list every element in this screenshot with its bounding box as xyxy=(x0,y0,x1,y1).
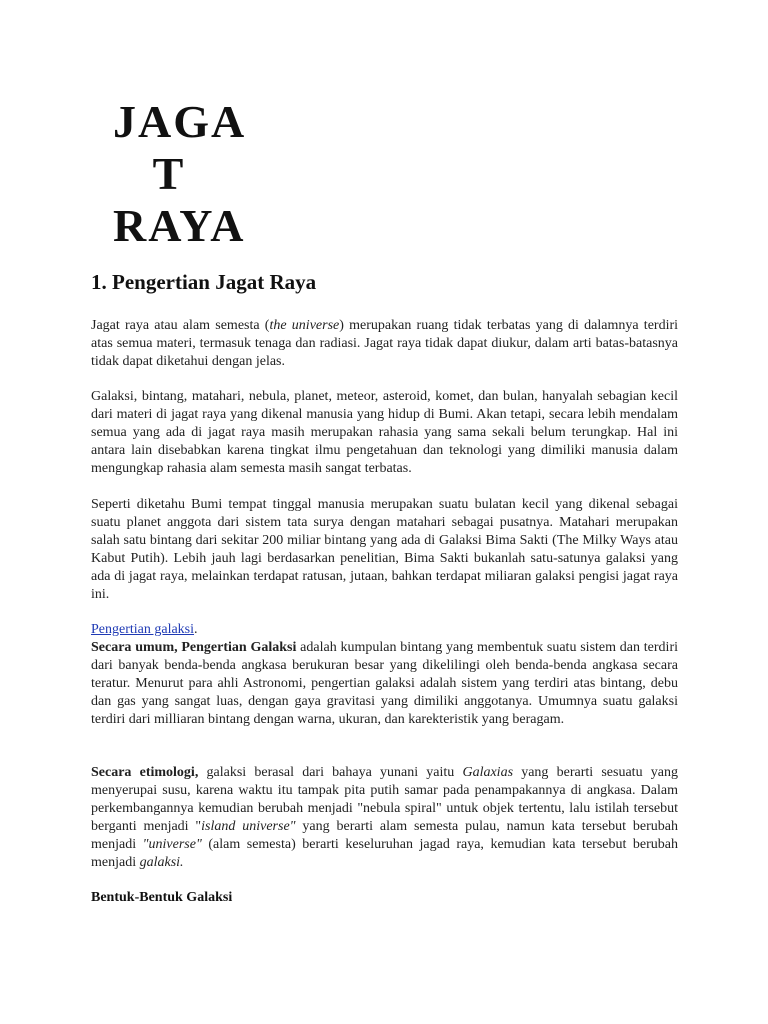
paragraph-definition xyxy=(91,317,678,371)
p4-bold-lead: Secara umum, Pengertian Galaksi xyxy=(91,640,297,655)
p5-italic-4: galaksi. xyxy=(139,855,184,870)
paragraph-etymology xyxy=(91,764,678,872)
p1-text-c: ) merupakan ruang tidak terbatas yang di dalamnya terdiri atas semua materi, termasuk tenaga dan radiasi. Jagat raya tidak dapat diukur, dalam arti batas-batasnya tidak dapat diketahui dengan jelas. xyxy=(91,318,679,369)
p5-italic-1: Galaxias xyxy=(462,765,514,780)
galaxy-shapes-heading: Bentuk-Bentuk Galaksi xyxy=(91,890,233,905)
galaxy-definition-link[interactable]: Pengertian galaksi xyxy=(91,622,195,637)
p5-bold-lead: Secara etimologi, xyxy=(91,765,199,780)
paragraph-galaxy-definition xyxy=(91,621,678,729)
p5-italic-2: island universe" xyxy=(201,819,296,834)
title-line-3: RAYA xyxy=(113,200,246,251)
p5-text-3: yang berarti alam semesta pulau, namun kata tersebut berubah menjadi xyxy=(91,819,678,852)
document-title xyxy=(113,96,246,252)
link-period: . xyxy=(194,622,198,637)
p1-text-a: Jagat raya atau alam semesta ( xyxy=(91,318,270,333)
p5-text-4: (alam semesta) berarti keseluruhan jagad raya, kemudian kata tersebut berubah menjadi xyxy=(91,837,678,870)
title-line-1: JAGA xyxy=(113,96,247,147)
p5-italic-3: "universe" xyxy=(142,837,202,852)
p4-text: adalah kumpulan bintang yang membentuk suatu sistem dan terdiri dari banyak benda-benda angkasa berukuran besar yang dikelilingi oleh benda-benda angkasa secara teratur. Menurut para ahli Astronomi, pengertian galaksi adalah sistem yang terdiri atas bintang, debu dan gas yang sangat luas, dengan gaya gravitasi yang dimiliki anggotanya. Umumnya suatu galaksi terdiri dari milliaran bintang dengan warna, ukuran, dan karekteristik yang beragam. xyxy=(91,640,678,727)
p5-text-2: yang berarti sesuatu yang menyerupai susu, karena waktu itu tampak pita putih samar pada penampakannya di angkasa. Dalam perkembangannya kemudian berubah menjadi "nebula spiral" untuk objek tertentu, lalu istilah tersebut berganti menjadi " xyxy=(91,765,678,834)
title-line-2: T xyxy=(113,148,186,199)
paragraph-materials: Galaksi, bintang, matahari, nebula, planet, meteor, asteroid, komet, dan bulan, hanyalah sebagian kecil dari materi di jagat raya yang dikenal manusia yang hidup di Bumi. Akan tetapi, secara lebih mendalam semua yang ada di jagat raya masih merupakan rahasia yang sama sekali belum terungkap. Hal ini antara lain disebabkan karena tingkat ilmu pengetahuan dan teknologi yang dimiliki manusia dalam mengungkap rahasia alam semesta masih sangat terbatas. xyxy=(91,389,678,476)
section-heading: 1. Pengertian Jagat Raya xyxy=(91,270,317,294)
paragraph-milky-way: Seperti diketahu Bumi tempat tinggal manusia merupakan suatu bulatan kecil yang dikenal sebagai suatu planet anggota dari sistem tata surya dengan matahari sebagai pusatnya. Matahari merupakan salah satu bintang dari sekitar 200 miliar bintang yang ada di Galaksi Bima Sakti (The Milky Ways atau Kabut Putih). Lebih jauh lagi berdasarkan penelitian, Bima Sakti bukanlah satu-satunya galaksi yang ada di jagat raya, melainkan terdapat ratusan, jutaan, bahkan terdapat miliaran galaksi pengisi jagat raya ini. xyxy=(91,497,678,602)
p1-italic-term: the universe xyxy=(269,318,340,333)
p5-text-1: galaksi berasal dari bahaya yunani yaitu xyxy=(198,765,463,780)
